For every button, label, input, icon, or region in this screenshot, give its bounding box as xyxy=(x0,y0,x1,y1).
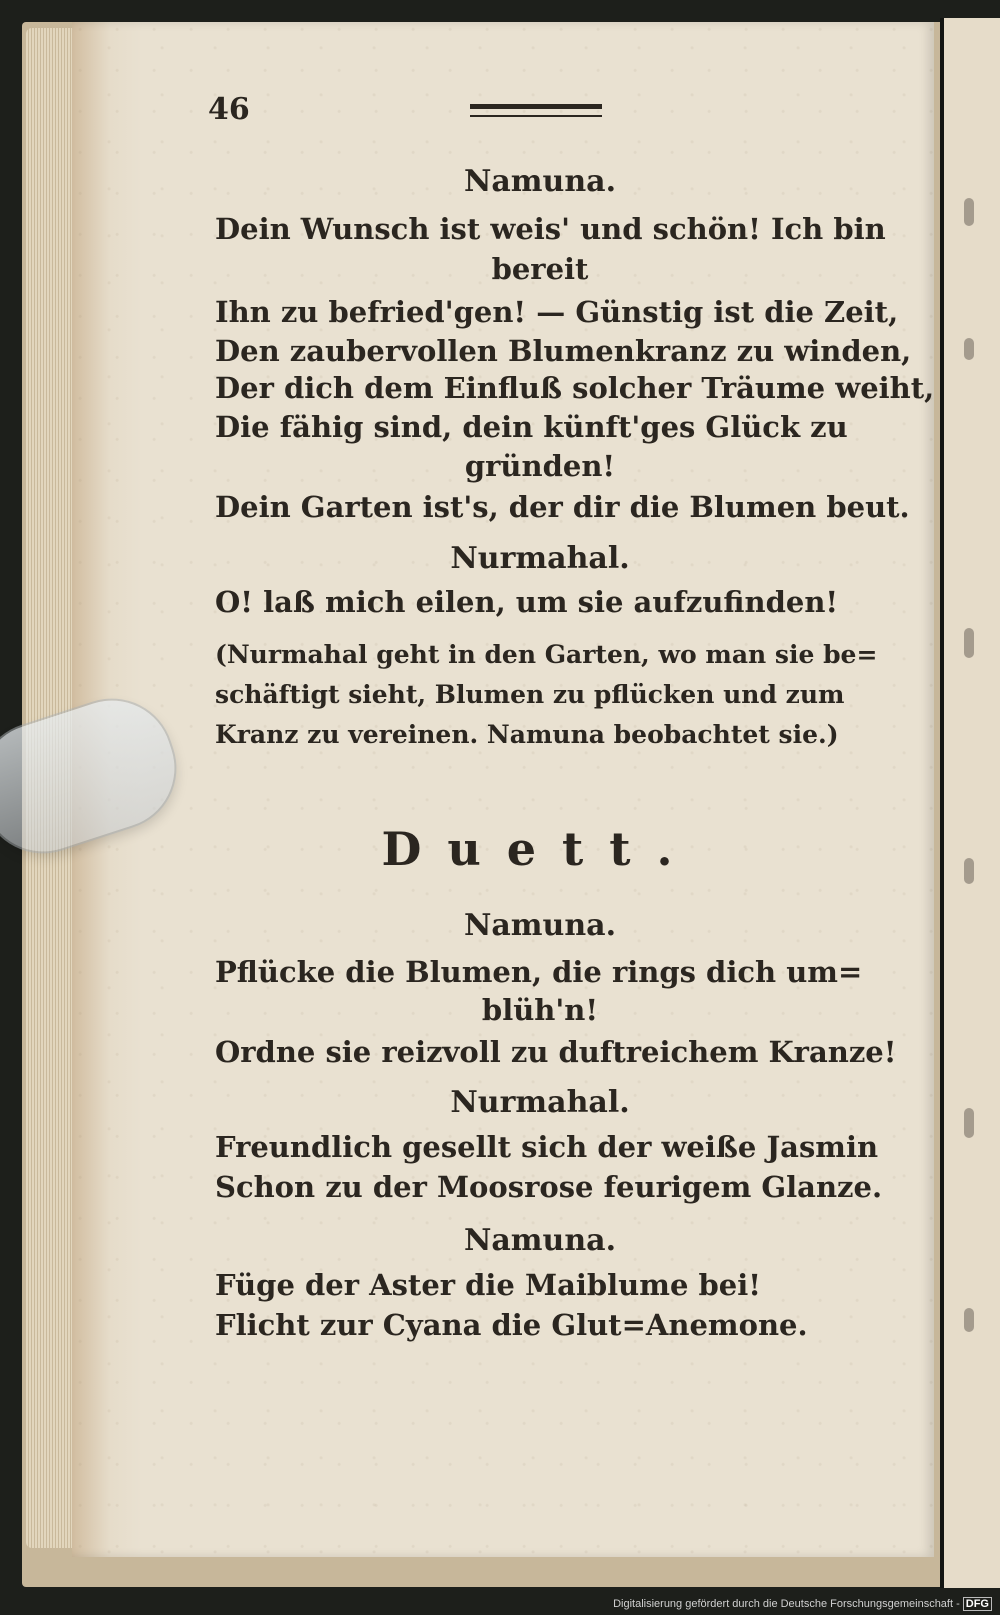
bleed-mark xyxy=(964,1108,974,1138)
header-rule-thick xyxy=(470,104,602,109)
speaker-name: Namuna. xyxy=(463,164,617,199)
digitization-credit xyxy=(613,1597,992,1611)
bleed-mark xyxy=(964,198,974,226)
verse-line: bereit xyxy=(491,252,589,286)
bleed-mark xyxy=(964,858,974,884)
verse-line: Dein Garten ist's, der dir die Blumen beut. xyxy=(215,490,910,524)
verse-line: Ihn zu befried'gen! — Günstig ist die Zeit, xyxy=(215,295,899,329)
page-number: 46 xyxy=(208,92,250,127)
verse-line: Pflücke die Blumen, die rings dich um= xyxy=(215,955,863,989)
credit-text: Digitalisierung gefördert durch die Deutsche Forschungsgemeinschaft - xyxy=(613,1598,960,1610)
facing-page-edge xyxy=(940,18,1000,1588)
verse-line: Dein Wunsch ist weis' und schön! Ich bin xyxy=(215,212,886,246)
header-rule-thin xyxy=(470,115,602,117)
bleed-mark xyxy=(964,628,974,658)
verse-line: Flicht zur Cyana die Glut=Anemone. xyxy=(215,1308,808,1342)
stage-direction-line: Kranz zu vereinen. Namuna beobachtet sie.) xyxy=(215,720,839,749)
speaker-name: Namuna. xyxy=(463,1223,617,1258)
verse-line: Füge der Aster die Maiblume bei! xyxy=(215,1268,761,1302)
bleed-mark xyxy=(964,1308,974,1332)
speaker-name: Namuna. xyxy=(463,908,617,943)
verse-line: Den zaubervollen Blumenkranz zu winden, xyxy=(215,334,912,368)
section-heading: Duett. xyxy=(381,822,699,876)
bleed-mark xyxy=(964,338,974,360)
speaker-name: Nurmahal. xyxy=(450,1085,630,1120)
stage-direction-line: (Nurmahal geht in den Garten, wo man sie be= xyxy=(215,640,878,669)
verse-line: Die fähig sind, dein künft'ges Glück zu xyxy=(215,410,848,444)
verse-line: gründen! xyxy=(464,449,616,483)
dfg-logo: DFG xyxy=(963,1597,992,1611)
verse-line: Freundlich gesellt sich der weiße Jasmin xyxy=(215,1130,879,1164)
verse-line: Ordne sie reizvoll zu duftreichem Kranze! xyxy=(215,1035,897,1069)
verse-line: blüh'n! xyxy=(481,993,599,1027)
verse-line: Der dich dem Einfluß solcher Träume weiht, xyxy=(215,371,935,405)
speaker-name: Nurmahal. xyxy=(450,541,630,576)
verse-line: O! laß mich eilen, um sie aufzufinden! xyxy=(215,585,839,619)
verse-line: Schon zu der Moosrose feurigem Glanze. xyxy=(215,1170,883,1204)
stage-direction-line: schäftigt sieht, Blumen zu pflücken und zum xyxy=(215,680,845,709)
